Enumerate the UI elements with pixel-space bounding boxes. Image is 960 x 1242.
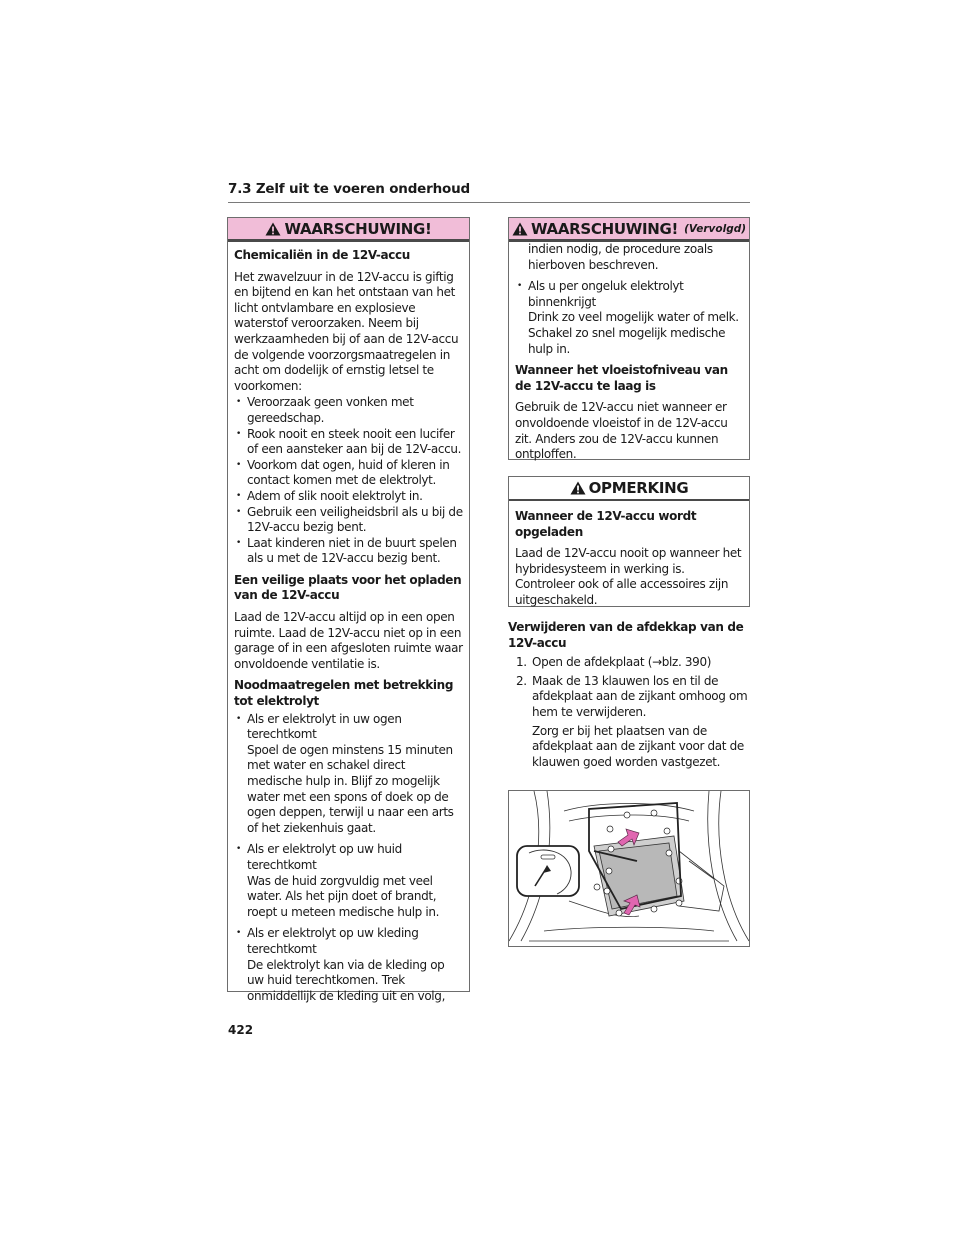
warning-content (509, 242, 749, 463)
warning-triangle-icon (265, 222, 281, 236)
paragraph-chemicals: Het zwavelzuur in de 12V-accu is giftig en bijtend en kan het ontstaan van het licht ontvlambare en explosieve waterstof veroorzaken. Neem bij werkzaamheden bij of aan de 12V-accu de volgende voorzorgsmaatregelen in acht om dodelijk of ernstig letsel te voorkomen: (234, 269, 459, 393)
paragraph-safe-charging: Laad de 12V-accu altijd op in een open ruimte. Laad de 12V-accu niet op in een garage of in een afgesloten ruimte waar onvoldoende ventilatie is. (234, 610, 463, 671)
notice-triangle-icon (570, 481, 586, 495)
heading-safe-charging: Een veilige plaats voor het opladen van de 12V-accu (234, 572, 462, 603)
heading-emergency: Noodmaatregelen met betrekking tot elektrolyt (234, 678, 454, 709)
list-item: • Voorkom dat ogen, huid of kleren in contact komen met de elektrolyt. (234, 458, 463, 489)
warning-title: WAARSCHUWING! (530, 219, 679, 238)
procedure-steps (508, 655, 750, 770)
step-number: 2. (516, 673, 527, 688)
step-1 (512, 655, 750, 671)
list-item: • Laat kinderen niet in de buurt spelen als u met de 12V-accu bezig bent. (234, 536, 463, 567)
continued-label: (Vervolgd) (684, 222, 747, 235)
note-content (509, 501, 749, 609)
list-item: • Adem of slik nooit elektrolyt in. (234, 489, 463, 505)
paragraph-charging: Laad de 12V-accu nooit op wanneer het hybridesysteem in werking is. Controleer ook of alle accessoires zijn uitgeschakeld. (515, 546, 742, 607)
battery-cover-diagram (509, 791, 749, 946)
list-item: • Als er elektrolyt in uw ogen terechtkomt (234, 712, 463, 743)
procedure (508, 620, 750, 770)
section-title: 7.3 Zelf uit te voeren onderhoud (228, 181, 470, 197)
continued-text: indien nodig, de procedure zoals hierboven beschreven. (528, 242, 713, 272)
list-item: • Als er elektrolyt op uw kleding terechtkomt (234, 926, 463, 957)
list-item-detail: Spoel de ogen minstens 15 minuten met water en schakel direct medische hulp in. Blijf zo mogelijk water met een spons of doek op de ogen deppen, terwijl u naar een arts of het ziekenhuis gaat. (247, 742, 454, 835)
list-item: • Veroorzaak geen vonken met gereedschap. (234, 395, 463, 426)
list-item-detail: Drink zo veel mogelijk water of melk. Schakel zo snel mogelijk medische hulp in. (528, 310, 739, 356)
emergency-list (234, 712, 463, 1005)
trunk-illustration (508, 790, 750, 947)
list-item: • Als u per ongeluk elektrolyt binnenkrijgt (515, 279, 743, 310)
section-header (228, 178, 750, 203)
step-text: Open de afdekplaat (→blz. 390) (532, 655, 712, 670)
note-box (508, 476, 750, 607)
warning-triangle-icon (512, 222, 528, 236)
step-text: Maak de 13 klauwen los en til de afdekplaat aan de zijkant omhoog om hem te verwijderen. (532, 673, 748, 719)
procedure-heading: Verwijderen van de afdekkap van de 12V-accu (508, 620, 744, 650)
list-item-detail: De elektrolyt kan via de kleding op uw huid terechtkomen. Trek onmiddellijk de kleding uit en volg, (247, 957, 446, 1003)
warning-title: WAARSCHUWING! (284, 219, 432, 238)
list-item: • Gebruik een veiligheidsbril als u bij de 12V-accu bezig bent. (234, 505, 463, 536)
heading-low-fluid: Wanneer het vloeistofniveau van de 12V-accu te laag is (515, 363, 728, 393)
list-item-detail: Was de huid zorgvuldig met veel water. Als het pijn doet of brandt, roept u meteen medische hulp in. (247, 873, 440, 919)
step-number: 1. (516, 655, 527, 670)
warning-content (228, 242, 469, 1004)
heading-charging: Wanneer de 12V-accu wordt opgeladen (515, 509, 697, 539)
note-title-bar (509, 477, 749, 501)
warning-box-left (227, 217, 470, 1003)
step-2-note: Zorg er bij het plaatsen van de afdekplaat aan de zijkant voor dat de klauwen goed worden vastgezet. (532, 723, 744, 769)
paragraph-low-fluid: Gebruik de 12V-accu niet wanneer er onvoldoende vloeistof in de 12V-accu zit. Anders zou de 12V-accu kunnen ontploffen. (515, 400, 728, 462)
note-title: OPMERKING (588, 479, 689, 497)
warning-title-bar (509, 218, 749, 242)
list-item: • Als er elektrolyt op uw huid terechtkomt (234, 842, 463, 873)
step-2 (512, 674, 750, 721)
heading-chemicals: Chemicaliën in de 12V-accu (234, 248, 411, 262)
warning-title-bar (228, 218, 469, 242)
precautions-list (234, 395, 463, 567)
swallow-list (515, 279, 743, 357)
page-number: 422 (228, 1023, 254, 1037)
warning-box-continued (508, 217, 750, 460)
list-item: • Rook nooit en steek nooit een lucifer of een aansteker aan bij de 12V-accu. (234, 427, 463, 458)
